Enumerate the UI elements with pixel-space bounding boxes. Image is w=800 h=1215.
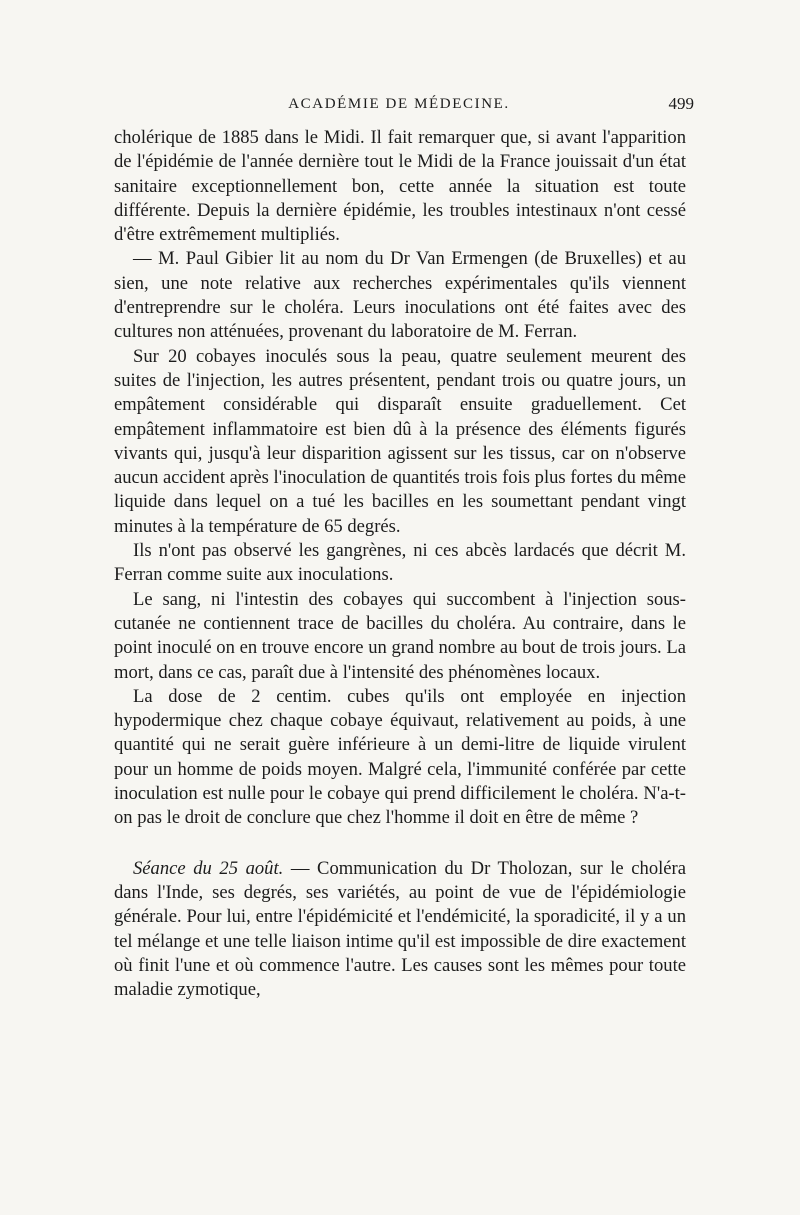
paragraph: — M. Paul Gibier lit au nom du Dr Van Ermengen (de Bruxelles) et au sien, une note relative aux recherches expérimentales qu'ils viennent d'entreprendre sur le choléra. Leurs inoculations ont été faites avec des cultures non atténuées, provenant du laboratoire de M. Ferran. [114, 248, 686, 343]
paragraph: cholérique de 1885 dans le Midi. Il fait remarquer que, si avant l'apparition de l'épidémie de l'année dernière tout le Midi de la France jouissait d'un état sanitaire exceptionnellement bon, cette année la situation est toute différente. Depuis la dernière épidémie, les troubles intestinaux n'ont cessé d'être extrêmement multipliés. [114, 127, 686, 246]
seance-label: Séance du 25 août. [133, 857, 284, 879]
paragraph: La dose de 2 centim. cubes qu'ils ont employée en injection hypodermique chez chaque cobaye équivaut, relativement au poids, à une quantité qui ne serait guère inférieure à un demi-litre de liquide virulent pour un homme de poids moyen. Malgré cela, l'immunité conférée par cette inoculation est nulle pour le cobaye qui prend difficilement le choléra. N'a-t-on pas le droit de conclure que chez l'homme il doit en être de même ? [114, 685, 686, 829]
paragraph: Ils n'ont pas observé les gangrènes, ni ces abcès lardacés que décrit M. Ferran comme suite aux inoculations. [114, 540, 686, 586]
seance-text: — Communication du Dr Tholozan, sur le choléra dans l'Inde, ses degrés, ses variétés, au point de vue de l'épidémiologie générale. Pour lui, entre l'épidémicité et l'endémicité, la sporadicité, il y a un tel mélange et une telle liaison intime qu'il est impossible de dire exactement où finit l'une et où commence l'autre. Les causes sont les mêmes pour toute maladie zymotique, [114, 857, 686, 1001]
seance-paragraph [114, 857, 686, 1003]
running-title: ACADÉMIE DE MÉDECINE. [288, 96, 510, 112]
paragraph: Sur 20 cobayes inoculés sous la peau, quatre seulement meurent des suites de l'injection, les autres présentent, pendant trois ou quatre jours, un empâtement considérable qui disparaît ensuite graduellement. Cet empâtement inflammatoire est bien dû à la présence des éléments figurés vivants qui, jusqu'à leur disparition agissent sur les tissus, car on n'observe aucun accident après l'inoculation de quantités trois fois plus fortes du même liquide dans lequel on a tué les bacilles en les soumettant pendant vingt minutes à la température de 65 degrés. [114, 345, 686, 537]
running-head [110, 94, 694, 118]
body-text [114, 126, 686, 1002]
paragraph: Le sang, ni l'intestin des cobayes qui succombent à l'injection sous-cutanée ne contiennent trace de bacilles du choléra. Au contraire, dans le point inoculé on en trouve encore un grand nombre au bout de trois jours. La mort, dans ce cas, paraît due à l'intensité des phénomènes locaux. [114, 588, 686, 683]
page-number: 499 [668, 94, 694, 113]
